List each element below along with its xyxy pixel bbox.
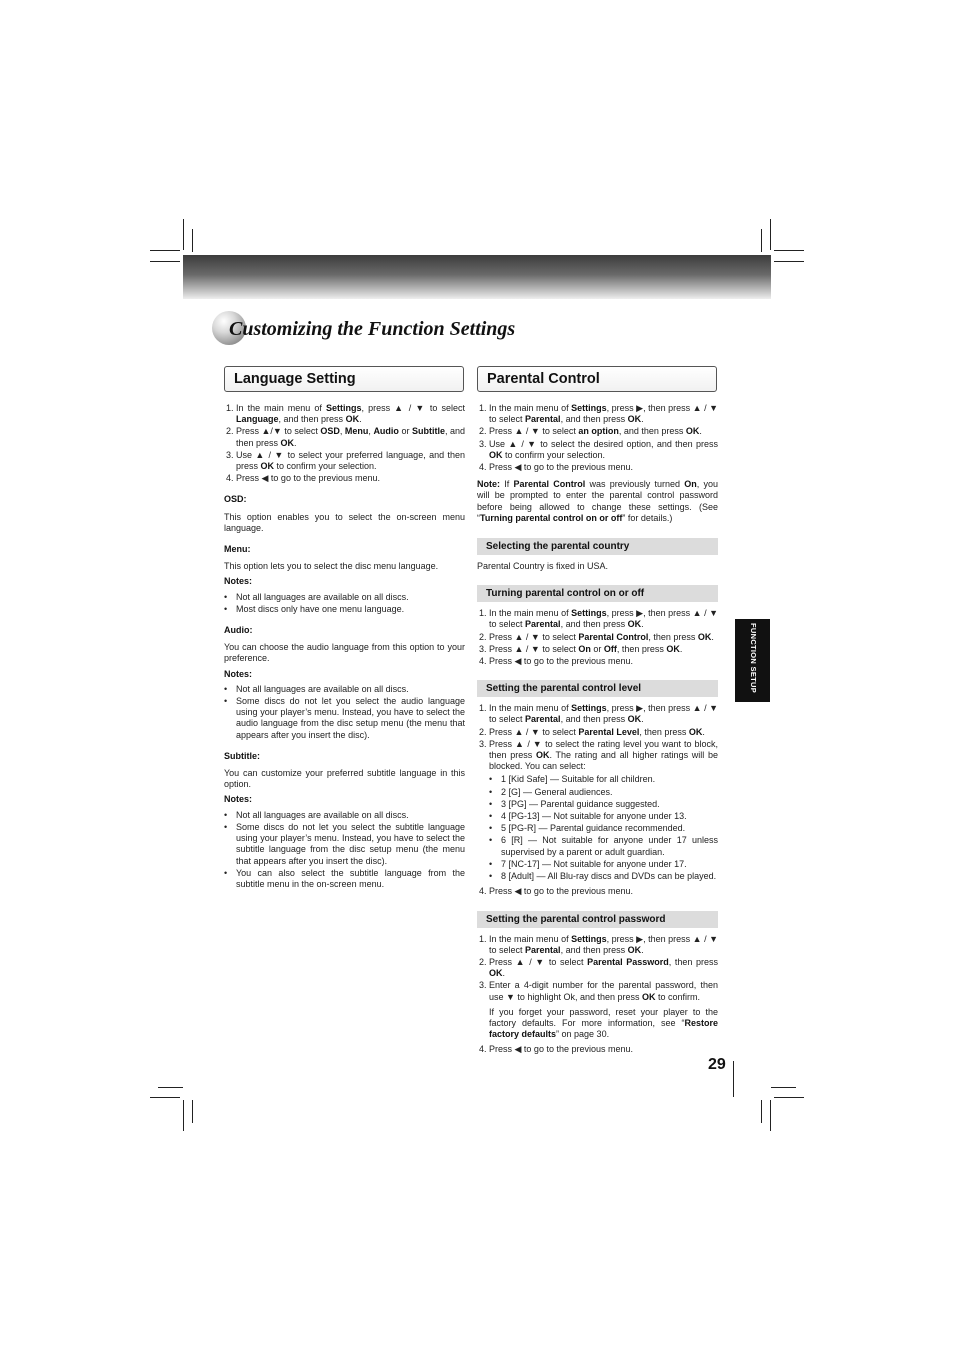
list-item: • 3 [PG] — Parental guidance suggested.	[501, 799, 718, 810]
list-item: 4. Press ◀ to go to the previous menu.	[489, 886, 718, 897]
list-item: 4. Press ◀ to go to the previous menu.	[489, 462, 718, 473]
subsection-onoff-heading: Turning parental control on or off	[477, 585, 718, 602]
list-item: 2. Press ▲ / ▼ to select Parental Control, then press OK.	[489, 632, 718, 643]
page-number-rule	[733, 1061, 734, 1097]
list-item: • Most discs only have one menu language.	[236, 604, 465, 615]
list-item: • 5 [PG-R] — Parental guidance recommended.	[501, 823, 718, 834]
list-item: 1. In the main menu of Settings, press ▲ / ▼ to select Language, and then press OK.	[236, 403, 465, 425]
audio-notes	[224, 684, 465, 741]
crop-mark	[771, 1087, 796, 1088]
list-item: • Some discs do not let you select the subtitle language using your player’s menu. Instead, you have to select the subtitle language from the disc setup menu (the menu that appears after you insert the disc).	[236, 822, 465, 867]
rating-list	[489, 774, 718, 882]
list-item: • 2 [G] — General audiences.	[501, 787, 718, 798]
subtitle-heading: Subtitle:	[224, 750, 260, 761]
subtitle-text: You can customize your preferred subtitle language in this option.	[224, 768, 465, 790]
crop-mark	[183, 1100, 184, 1131]
list-item: • 8 [Adult] — All Blu-ray discs and DVDs can be played.	[501, 871, 718, 882]
list-item: 2. Press ▲ / ▼ to select Parental Password, then press OK.	[489, 957, 718, 979]
left-column	[224, 403, 465, 894]
list-item: • 4 [PG-13] — Not suitable for anyone under 13.	[501, 811, 718, 822]
list-item: 4. Press ◀ to go to the previous menu.	[489, 1044, 718, 1055]
crop-mark	[770, 219, 771, 250]
menu-text: This option lets you to select the disc menu language.	[224, 561, 439, 572]
list-item: 1. In the main menu of Settings, press ▶, then press ▲ / ▼ to select Parental, and then press OK.	[489, 934, 718, 956]
audio-text: You can choose the audio language from this option to your preference.	[224, 642, 465, 664]
section-heading-parental: Parental Control	[477, 366, 717, 392]
section-heading-language: Language Setting	[224, 366, 464, 392]
subtitle-notes	[224, 810, 465, 890]
crop-mark	[150, 261, 180, 262]
crop-mark	[761, 1100, 762, 1123]
crop-mark	[192, 229, 193, 252]
crop-mark	[761, 229, 762, 252]
list-item: 2. Press ▲/▼ to select OSD, Menu, Audio or Subtitle, and then press OK.	[236, 426, 465, 448]
crop-mark	[150, 250, 180, 251]
list-item: • 1 [Kid Safe] — Suitable for all children.	[501, 774, 718, 785]
list-item: 3. Press ▲ / ▼ to select On or Off, then press OK.	[489, 644, 718, 655]
list-item: • Not all languages are available on all discs.	[236, 810, 465, 821]
list-item: 1. In the main menu of Settings, press ▶, then press ▲ / ▼ to select Parental, and then press OK.	[489, 403, 718, 425]
parental-note: Note: If Parental Control was previously turned On, you will be prompted to enter the parental control password before being allowed to change these settings. (See “Turning parental control on or off” for details.)	[477, 479, 718, 523]
list-item: • Not all languages are available on all discs.	[236, 592, 465, 603]
osd-heading: OSD:	[224, 494, 247, 505]
list-item: • Some discs do not let you select the audio language using your player’s menu. Instead, you have to select the audio language from the disc setup menu (the menu that appears after you insert the disc).	[236, 696, 465, 741]
menu-notes	[224, 592, 465, 615]
crop-mark	[183, 219, 184, 250]
subsection-level-heading: Setting the parental control level	[477, 680, 718, 697]
crop-mark	[770, 1100, 771, 1131]
list-item: 3. Use ▲ / ▼ to select your preferred language, and then press OK to confirm your selection.	[236, 450, 465, 472]
audio-heading: Audio:	[224, 625, 253, 636]
osd-text: This option enables you to select the on-screen menu language.	[224, 511, 465, 533]
crop-mark	[158, 1087, 183, 1088]
list-item: 3. Press ▲ / ▼ to select the rating level you want to block, then press OK. The rating and all higher ratings will be blocked. You can select: • 1 [Kid Safe] — Suitable for all children. • 2 [G] — General audiences. • 3 [PG] — Parental guidance suggested. • 4 [PG-13] — Not suitable for anyone under 13. • 5 [PG-R] — Parental guidance recommended. • 6 [R] — Not suitable for anyone under 17 unless supervised by a parent or adult guardian. • 7 [NC-17] — Not suitable for anyone under 17. • 8 [Adult] — All Blu-ray discs and DVDs can be played.	[489, 739, 718, 882]
language-steps	[224, 403, 465, 484]
subsection-country-heading: Selecting the parental country	[477, 538, 718, 555]
list-item: 1. In the main menu of Settings, press ▶, then press ▲ / ▼ to select Parental, and then press OK.	[489, 703, 718, 725]
level-steps	[477, 703, 718, 897]
page-title: Customizing the Function Settings	[229, 318, 516, 340]
side-tab	[735, 619, 770, 702]
list-item: 4. Press ◀ to go to the previous menu.	[236, 473, 465, 484]
list-item: • You can also select the subtitle language from the subtitle menu in the on-screen menu.	[236, 868, 465, 890]
list-item: 2. Press ▲ / ▼ to select an option, and then press OK.	[489, 426, 718, 437]
subtitle-notes-heading: Notes:	[224, 794, 253, 805]
crop-mark	[774, 261, 804, 262]
list-item: • Not all languages are available on all discs.	[236, 684, 465, 695]
menu-notes-heading: Notes:	[224, 576, 253, 587]
password-steps	[477, 934, 718, 1056]
subsection-password-heading: Setting the parental control password	[477, 911, 718, 928]
list-item: 2. Press ▲ / ▼ to select Parental Level, then press OK.	[489, 727, 718, 738]
list-item: 3. Use ▲ / ▼ to select the desired option, and then press OK to confirm your selection.	[489, 439, 718, 461]
parental-steps	[477, 403, 718, 473]
page-number: 29	[708, 1056, 726, 1073]
list-item: 3. Enter a 4-digit number for the parental password, then use ▼ to highlight Ok, and then press OK to confirm. If you forget your password, reset your player to the factory defaults. For more information, see “Restore factory defaults” on page 30.	[489, 980, 718, 1040]
onoff-steps	[477, 608, 718, 667]
right-column	[477, 403, 718, 1060]
crop-mark	[774, 1097, 804, 1098]
list-item: • 7 [NC-17] — Not suitable for anyone under 17.	[501, 859, 718, 870]
list-item: 4. Press ◀ to go to the previous menu.	[489, 656, 718, 667]
crop-mark	[774, 250, 804, 251]
country-text: Parental Country is fixed in USA.	[477, 561, 609, 572]
side-tab-label: FUNCTION SETUP	[749, 623, 758, 694]
list-item: 1. In the main menu of Settings, press ▶, then press ▲ / ▼ to select Parental, and then press OK.	[489, 608, 718, 630]
header-band	[183, 255, 771, 299]
forgot-password-text: If you forget your password, reset your player to the factory defaults. For more information, see “Restore factory defaults” on page 30.	[489, 1006, 718, 1040]
crop-mark	[150, 1097, 180, 1098]
menu-heading: Menu:	[224, 544, 251, 555]
list-item: • 6 [R] — Not suitable for anyone under 17 unless supervised by a parent or adult guardian.	[501, 835, 718, 857]
crop-mark	[192, 1100, 193, 1123]
audio-notes-heading: Notes:	[224, 668, 253, 679]
